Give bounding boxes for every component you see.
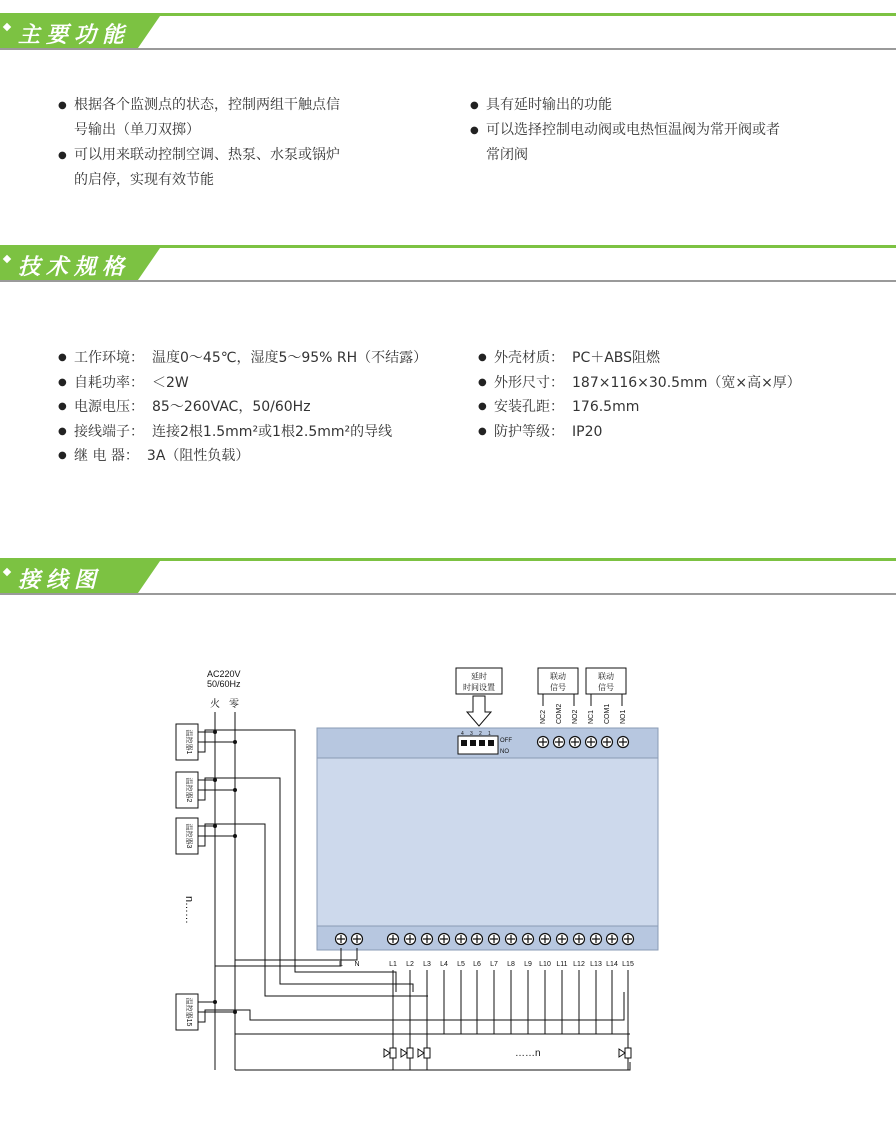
- zone-term-label: L12: [573, 961, 585, 968]
- spec-label: 工作环境：: [74, 350, 144, 366]
- feature-line: 号输出（单刀双掷）: [74, 122, 200, 138]
- screw-terminal: [623, 934, 634, 945]
- wiring-diagram: [0, 600, 896, 1100]
- spec-item: [478, 395, 801, 420]
- screw-terminal: [574, 934, 585, 945]
- delay-setting-box: [456, 668, 502, 726]
- zone-term-label: L11: [556, 961, 568, 968]
- relay-term: NO2: [572, 709, 579, 724]
- feature-line: 常闭阀: [486, 147, 528, 163]
- spec-item: [58, 346, 427, 371]
- zone-term-label: L7: [490, 961, 498, 968]
- feature-item: [470, 93, 830, 118]
- screw-terminal: [607, 934, 618, 945]
- spec-value: 85～260VAC，50/60Hz: [152, 399, 311, 415]
- header-title-box: [0, 16, 160, 48]
- thermostat-2: [176, 772, 198, 808]
- link-signal-box-1: [586, 668, 626, 706]
- zone-term-label: L6: [473, 961, 481, 968]
- thermostat-label: 温控器1: [185, 729, 192, 755]
- delay-text-1: 延时: [471, 672, 487, 681]
- zone-term-label: L5: [457, 961, 465, 968]
- header-title-box: [0, 248, 160, 280]
- header-bottom-line: [0, 48, 896, 50]
- spec-label: 防护等级：: [494, 423, 564, 440]
- features-right: [470, 93, 830, 168]
- thermostat-label: 温控器15: [185, 997, 192, 1027]
- valve-icon: [401, 1034, 413, 1070]
- spec-label: 安装孔距：: [494, 399, 564, 415]
- power-label-1: AC220V: [207, 669, 241, 679]
- zone-term-label: L: [339, 961, 343, 968]
- spec-value: ＜2W: [152, 374, 189, 391]
- dip-off-label: OFF: [500, 738, 512, 744]
- screw-terminal: [538, 737, 549, 748]
- screw-terminal: [472, 934, 483, 945]
- relay-term: NC2: [540, 709, 547, 724]
- dip-number: 2: [479, 731, 482, 737]
- relay-term: COM1: [604, 703, 611, 724]
- link-text-1: 联动: [598, 672, 614, 681]
- zone-term-label: L14: [606, 961, 618, 968]
- relay-term: COM2: [556, 703, 563, 724]
- dip-number: 4: [461, 731, 464, 737]
- screw-terminal: [540, 934, 551, 945]
- header-bottom-line: [0, 593, 896, 595]
- screw-terminal: [586, 737, 597, 748]
- neutral-label: 零: [229, 699, 239, 710]
- live-label: 火: [210, 699, 220, 710]
- thermostat-label: 温控器3: [185, 823, 192, 849]
- link-text-2: 信号: [598, 683, 614, 692]
- valve-icon: [418, 1034, 430, 1070]
- zone-term-label: L4: [440, 961, 448, 968]
- relay-term: NC1: [588, 709, 595, 724]
- thermostat-label: 温控器2: [185, 777, 192, 803]
- zone-term-label: L3: [423, 961, 431, 968]
- screw-terminal: [352, 934, 363, 945]
- thermostat-3: [176, 818, 198, 854]
- section-header-specs: [0, 232, 896, 282]
- zone-term-label: L13: [590, 961, 602, 968]
- screw-terminal: [489, 934, 500, 945]
- spec-value: 温度0～45℃，湿度5～95% RH（不结露）: [152, 350, 428, 366]
- feature-line: 可以用来联动控制空调、热泵、水泵或锅炉: [74, 147, 340, 163]
- spec-label: 继 电 器：: [74, 448, 139, 464]
- header-bottom-line: [0, 280, 896, 282]
- feature-line: 具有延时输出的功能: [486, 97, 612, 113]
- feature-item: [58, 93, 398, 143]
- screw-terminal: [618, 737, 629, 748]
- zone-term-label: L9: [524, 961, 532, 968]
- controller-device: [317, 728, 658, 950]
- zone-term-label: L15: [622, 961, 634, 968]
- spec-value: 187×116×30.5mm（宽×高×厚）: [572, 374, 801, 391]
- thermostat-15: [176, 994, 198, 1030]
- valve-icon: [384, 1034, 396, 1070]
- valve-icon: [619, 1034, 631, 1070]
- features-left: [58, 93, 398, 193]
- relay-term: NO1: [620, 709, 627, 724]
- zone-wires: [393, 970, 628, 1034]
- spec-value: PC＋ABS阻燃: [572, 350, 661, 366]
- link-text-1: 联动: [550, 672, 566, 681]
- zone-term-label: L8: [507, 961, 515, 968]
- valve-ellipsis: ……n: [515, 1048, 541, 1059]
- section-title: 技术规格: [18, 255, 131, 280]
- spec-item: [58, 395, 427, 420]
- link-signal-box-2: [538, 668, 578, 706]
- device-power-feed: [215, 948, 360, 968]
- feature-line: 的启停，实现有效节能: [74, 172, 214, 188]
- specs-left: [58, 346, 427, 469]
- spec-value: 连接2根1.5mm²或1根2.5mm²的导线: [152, 423, 393, 440]
- spec-label: 自耗功率：: [74, 374, 144, 391]
- junction-dots: [213, 730, 237, 1014]
- spec-value: IP20: [572, 423, 603, 440]
- delay-text-2: 时间设置: [463, 683, 495, 692]
- section-title: 接线图: [18, 568, 103, 593]
- spec-item: [58, 420, 427, 445]
- dip-number: 3: [470, 731, 473, 737]
- relay-term-labels: [540, 704, 627, 724]
- link-text-2: 信号: [550, 683, 566, 692]
- zone-term-label: N: [354, 961, 360, 968]
- spec-value: 176.5mm: [572, 399, 640, 415]
- valves: [384, 1034, 631, 1070]
- feature-line: 根据各个监测点的状态，控制两组干触点信: [74, 97, 340, 113]
- power-lines: [215, 712, 235, 1070]
- spec-value: 3A（阻性负载）: [146, 448, 250, 464]
- spec-item: [478, 346, 801, 371]
- spec-item: [58, 444, 427, 469]
- thermostat-1: [176, 724, 198, 760]
- screw-terminal: [506, 934, 517, 945]
- screw-terminal: [570, 737, 581, 748]
- specs-right: [478, 346, 801, 444]
- zone-term-label: L2: [406, 961, 414, 968]
- screw-terminal: [557, 934, 568, 945]
- feature-item: [58, 143, 398, 193]
- spec-label: 外形尺寸：: [494, 374, 564, 391]
- valve-bus: [235, 1034, 630, 1070]
- screw-terminal: [602, 737, 613, 748]
- power-label-2: 50/60Hz: [207, 679, 241, 689]
- dip-on-label: NO: [500, 749, 509, 755]
- dip-number: 1: [488, 731, 491, 737]
- screw-terminal: [456, 934, 467, 945]
- zone-term-label: L1: [389, 961, 397, 968]
- screw-terminal: [523, 934, 534, 945]
- spec-item: [478, 371, 801, 396]
- spec-item: [58, 371, 427, 396]
- section-header-wiring: [0, 545, 896, 595]
- spec-item: [478, 420, 801, 445]
- header-title-box: [0, 561, 160, 593]
- section-title: 主要功能: [18, 23, 131, 48]
- screw-terminal: [336, 934, 347, 945]
- screw-terminal: [388, 934, 399, 945]
- spec-label: 接线端子：: [74, 423, 144, 440]
- spec-label: 外壳材质：: [494, 350, 564, 366]
- section-header-features: [0, 0, 896, 50]
- zone-term-labels: [339, 961, 634, 968]
- screw-terminal: [554, 737, 565, 748]
- feature-item: [470, 118, 830, 168]
- spec-label: 电源电压：: [74, 399, 144, 415]
- screw-terminal: [405, 934, 416, 945]
- screw-terminal: [591, 934, 602, 945]
- feature-line: 可以选择控制电动阀或电热恒温阀为常开阀或者: [486, 122, 780, 138]
- thermostat-ellipsis: n……: [183, 895, 195, 925]
- screw-terminal: [422, 934, 433, 945]
- screw-terminal: [439, 934, 450, 945]
- zone-term-label: L10: [539, 961, 551, 968]
